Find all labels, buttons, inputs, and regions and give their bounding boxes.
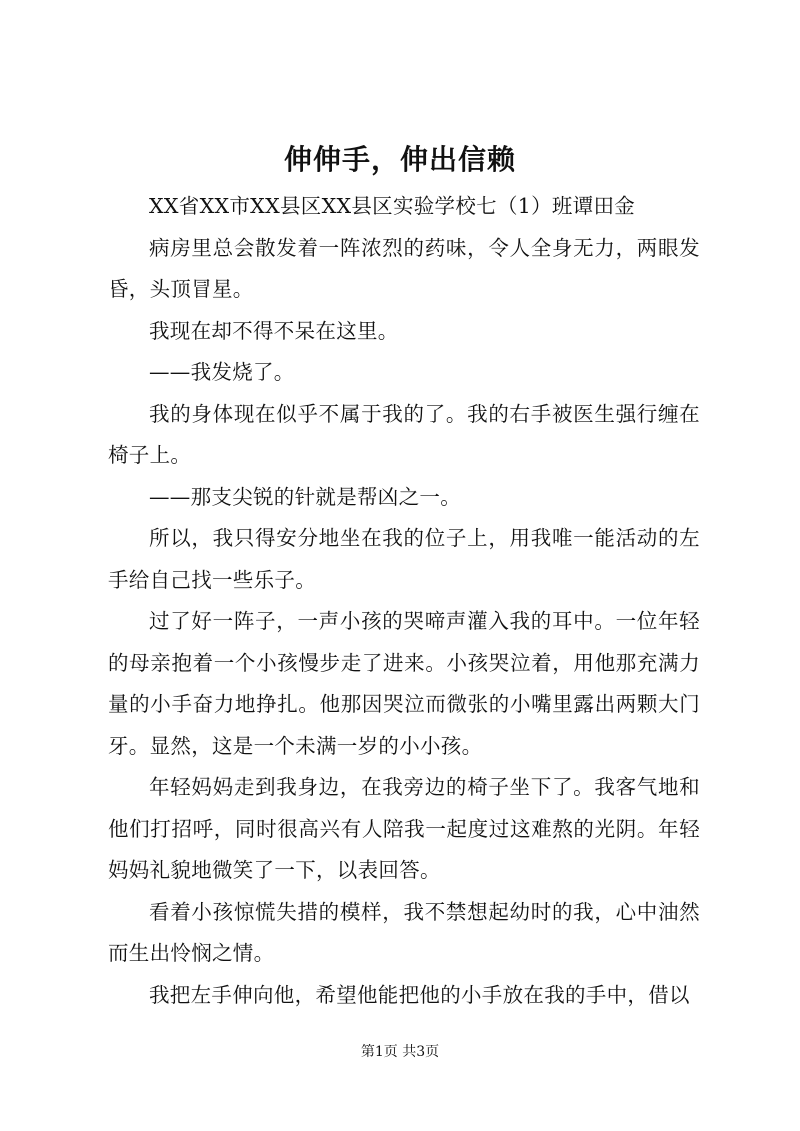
paragraph: 年轻妈妈走到我身边，在我旁边的椅子坐下了。我客气地和他们打招呼，同时很高兴有人陪我一起度过这难熬的光阴。年轻妈妈礼貌地微笑了一下，以表回答。 [108, 775, 700, 882]
paragraph: ——我发烧了。 [149, 360, 295, 384]
document-body [108, 186, 700, 1016]
paragraph: 看着小孩惊慌失措的模样，我不禁想起幼时的我，心中油然而生出怜悯之情。 [108, 899, 700, 965]
author-line: XX省XX市XX县区XX县区实验学校七（1）班谭田金 [149, 194, 636, 218]
paragraph: ——那支尖锐的针就是帮凶之一。 [149, 484, 461, 509]
paragraph: 我把左手伸向他，希望他能把他的小手放在我的手中，借以 [149, 982, 690, 1007]
paragraph: 病房里总会散发着一阵浓烈的药味，令人全身无力，两眼发昏，头顶冒星。 [108, 235, 700, 301]
paragraph: 我现在却不得不呆在这里。 [149, 318, 399, 343]
paragraph: 过了好一阵子，一声小孩的哭啼声灌入我的耳中。一位年轻的母亲抱着一个小孩慢步走了进来。小孩哭泣着，用他那充满力量的小手奋力地挣扎。他那因哭泣而微张的小嘴里露出两颗大门牙。显然，这是一个未满一岁的小小孩。 [108, 609, 700, 758]
paragraph: 我的身体现在似乎不属于我的了。我的右手被医生强行缠在椅子上。 [108, 401, 700, 467]
page-footer: 第1页 共3页 [360, 1044, 440, 1060]
paragraph: 所以，我只得安分地坐在我的位子上，用我唯一能活动的左手给自己找一些乐子。 [108, 526, 700, 592]
document-title: 伸伸手，伸出信赖 [283, 143, 516, 176]
